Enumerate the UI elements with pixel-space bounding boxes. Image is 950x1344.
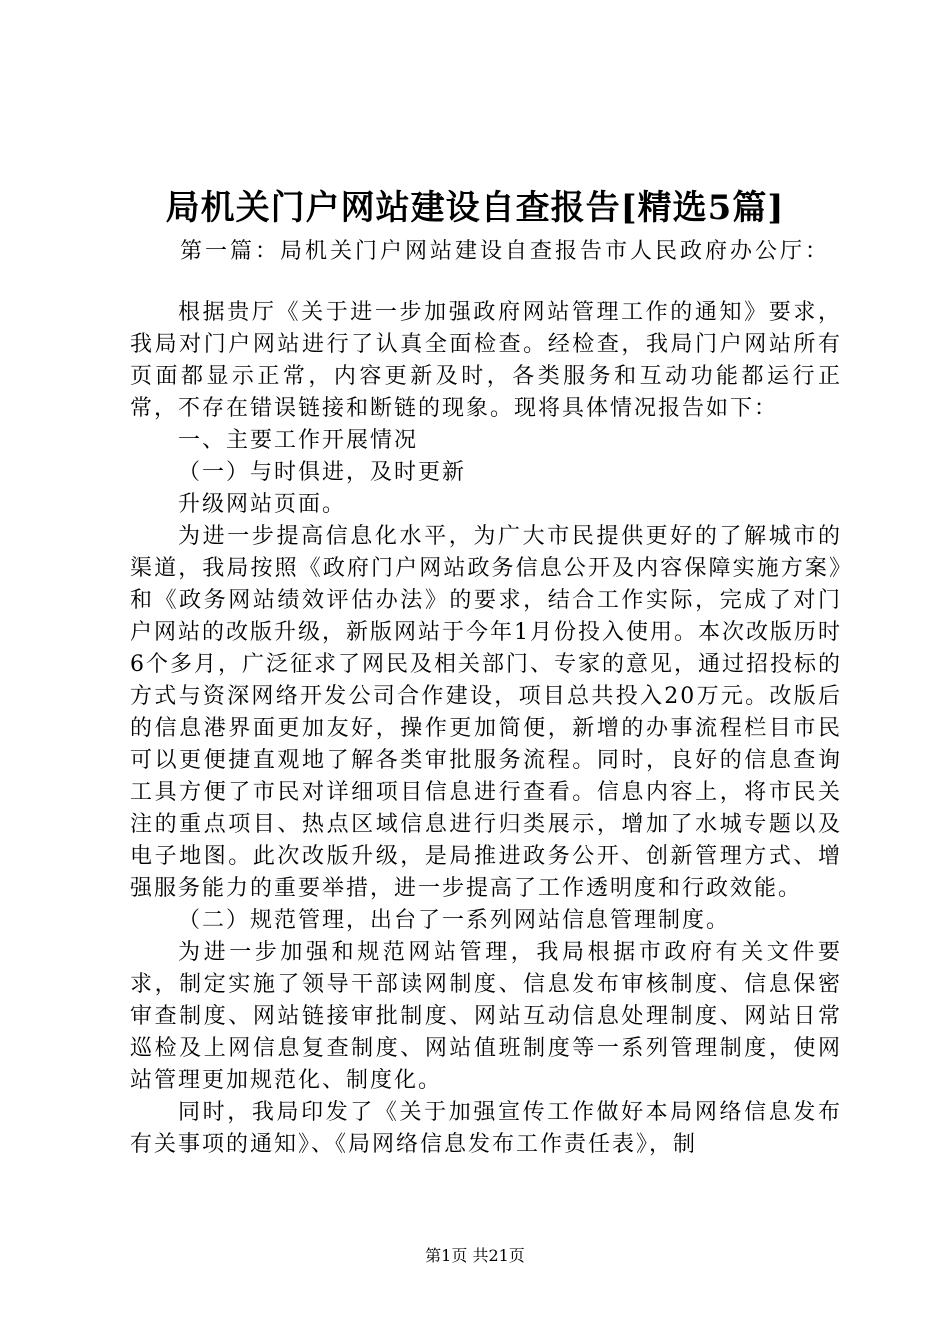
page-footer: 第1页 共21页 xyxy=(425,1246,525,1265)
subsection-heading-1: （一）与时俱进，及时更新 xyxy=(178,460,467,485)
document-subtitle: 第一篇：局机关门户网站建设自查报告市人民政府办公厅： xyxy=(180,239,831,264)
paragraph-management: 为进一步加强和规范网站管理，我局根据市政府有关文件要求，制定实施了领导干部读网制度、信息发布审核制度、信息保密审查制度、网站链接审批制度、网站互动信息处理制度、网站日常巡检及上网信息复查制度、网站值班制度等一系列管理制度，使网站管理更加规范化、制度化。 xyxy=(130,940,842,1093)
document-title: 局机关门户网站建设自查报告[精选5篇] xyxy=(165,188,785,228)
paragraph-revamp: 为进一步提高信息化水平，为广大市民提供更好的了解城市的渠道，我局按照《政府门户网站政务信息公开及内容保障实施方案》和《政务网站绩效评估办法》的要求，结合工作实际，完成了对门户网站的改版升级，新版网站于今年1月份投入使用。本次改版历时6个多月，广泛征求了网民及相关部门、专家的意见，通过招投标的方式与资深网络开发公司合作建设，项目总共投入20万元。改版后的信息港界面更加友好，操作更加简便，新增的办事流程栏目市民可以更便捷直观地了解各类审批服务流程。同时，良好的信息查询工具方便了市民对详细项目信息进行查看。信息内容上，将市民关注的重点项目、热点区域信息进行归类展示，增加了水城专题以及电子地图。此次改版升级，是局推进政务公开、创新管理方式、增强服务能力的重要举措，进一步提高了工作透明度和行政效能。 xyxy=(130,524,842,901)
paragraph-intro: 根据贵厅《关于进一步加强政府网站管理工作的通知》要求，我局对门户网站进行了认真全面检查。经检查，我局门户网站所有页面都显示正常，内容更新及时，各类服务和互动功能都运行正常，不存在错误链接和断链的现象。现将具体情况报告如下： xyxy=(130,300,842,421)
paragraph-notice: 同时，我局印发了《关于加强宣传工作做好本局网络信息发布有关事项的通知》、《局网络信息发布工作责任表》，制 xyxy=(130,1100,842,1157)
document-body xyxy=(130,297,842,1161)
section-heading-main-work: 一、主要工作开展情况 xyxy=(178,428,419,453)
subsection-heading-2: （二）规范管理，出台了一系列网站信息管理制度。 xyxy=(178,908,731,933)
paragraph-upgrade: 升级网站页面。 xyxy=(178,492,347,517)
